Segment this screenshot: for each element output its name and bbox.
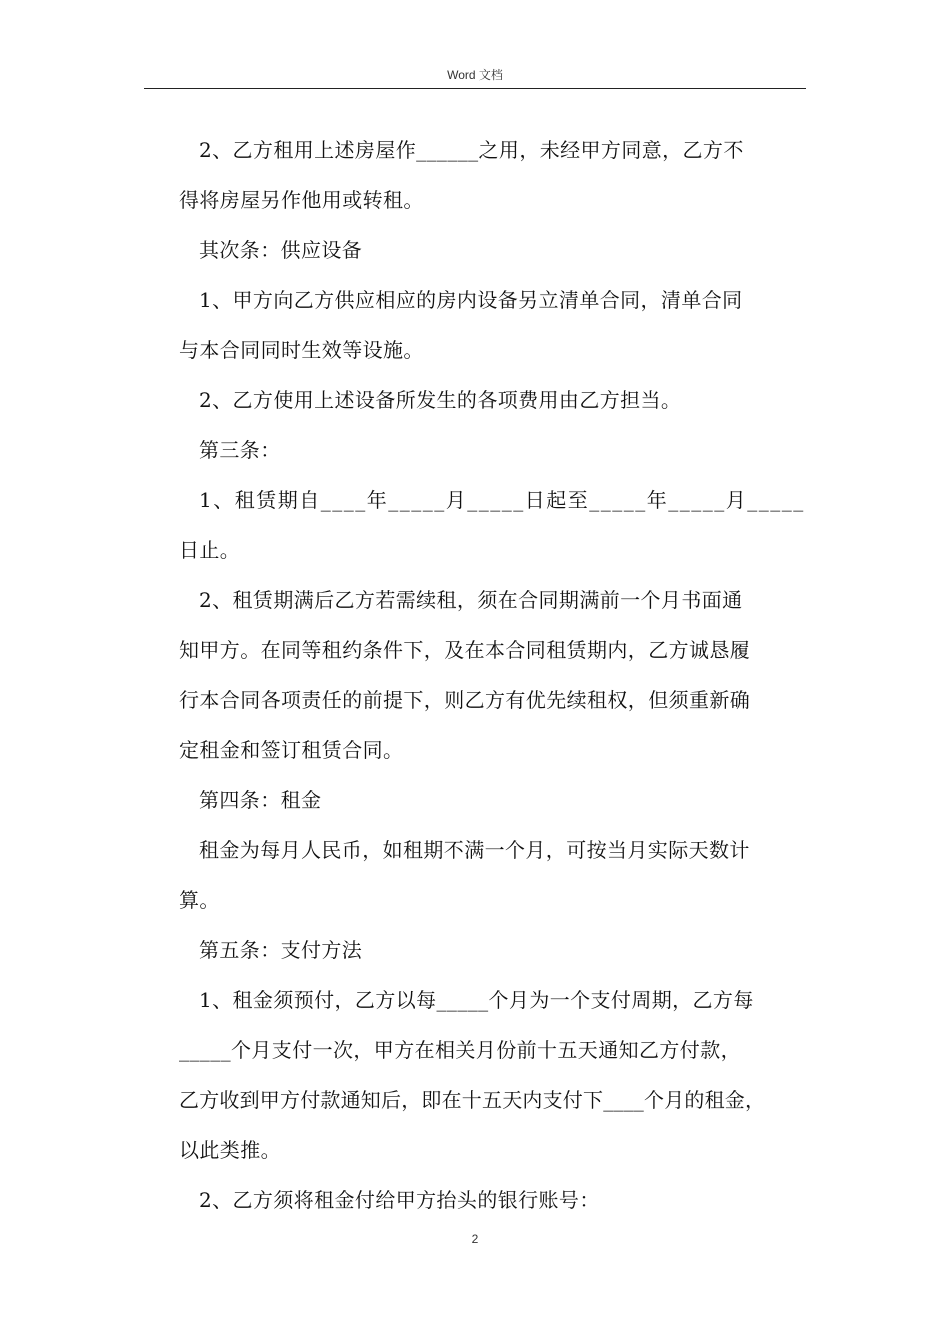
paragraph-line: 1、甲方向乙方供应相应的房内设备另立清单合同，清单合同 <box>199 288 743 312</box>
paragraph-line: 2、乙方须将租金付给甲方抬头的银行账号： <box>199 1188 600 1212</box>
section-heading: 其次条：供应设备 <box>199 238 363 262</box>
paragraph-line: 1、租金须预付，乙方以每_____个月为一个支付周期，乙方每 <box>199 988 754 1012</box>
paragraph-line: 得将房屋另作他用或转租。 <box>179 188 424 212</box>
paragraph-line: 2、乙方使用上述设备所发生的各项费用由乙方担当。 <box>199 388 682 412</box>
page-footer <box>0 1232 950 1246</box>
paragraph-line: 1、租赁期自____年_____月_____日起至_____年_____月_____ <box>199 488 805 512</box>
paragraph-line: 知甲方。在同等租约条件下，及在本合同租赁期内，乙方诚恳履 <box>179 638 751 662</box>
header-title: Word 文档 <box>447 68 503 82</box>
paragraph-line: 2、租赁期满后乙方若需续租，须在合同期满前一个月书面通 <box>199 588 743 612</box>
paragraph-line: 以此类推。 <box>179 1138 281 1162</box>
paragraph-line: 日止。 <box>179 538 241 562</box>
paragraph-line: 2、乙方租用上述房屋作______之用，未经甲方同意，乙方不 <box>199 138 744 162</box>
page-number: 2 <box>471 1232 479 1246</box>
paragraph-line: 与本合同同时生效等设施。 <box>179 338 424 362</box>
page-header <box>144 66 806 89</box>
section-heading: 第五条：支付方法 <box>199 938 363 962</box>
paragraph-line: _____个月支付一次，甲方在相关月份前十五天通知乙方付款， <box>179 1038 741 1062</box>
paragraph-line: 算。 <box>179 888 220 912</box>
paragraph-line: 乙方收到甲方付款通知后，即在十五天内支付下____个月的租金， <box>179 1088 766 1112</box>
section-heading: 第四条：租金 <box>199 788 322 812</box>
paragraph-line: 行本合同各项责任的前提下，则乙方有优先续租权，但须重新确 <box>179 688 751 712</box>
paragraph-line: 租金为每月人民币，如租期不满一个月，可按当月实际天数计 <box>199 838 750 862</box>
section-heading: 第三条： <box>199 438 281 462</box>
paragraph-line: 定租金和签订租赁合同。 <box>179 738 404 762</box>
document-body <box>179 125 809 1225</box>
